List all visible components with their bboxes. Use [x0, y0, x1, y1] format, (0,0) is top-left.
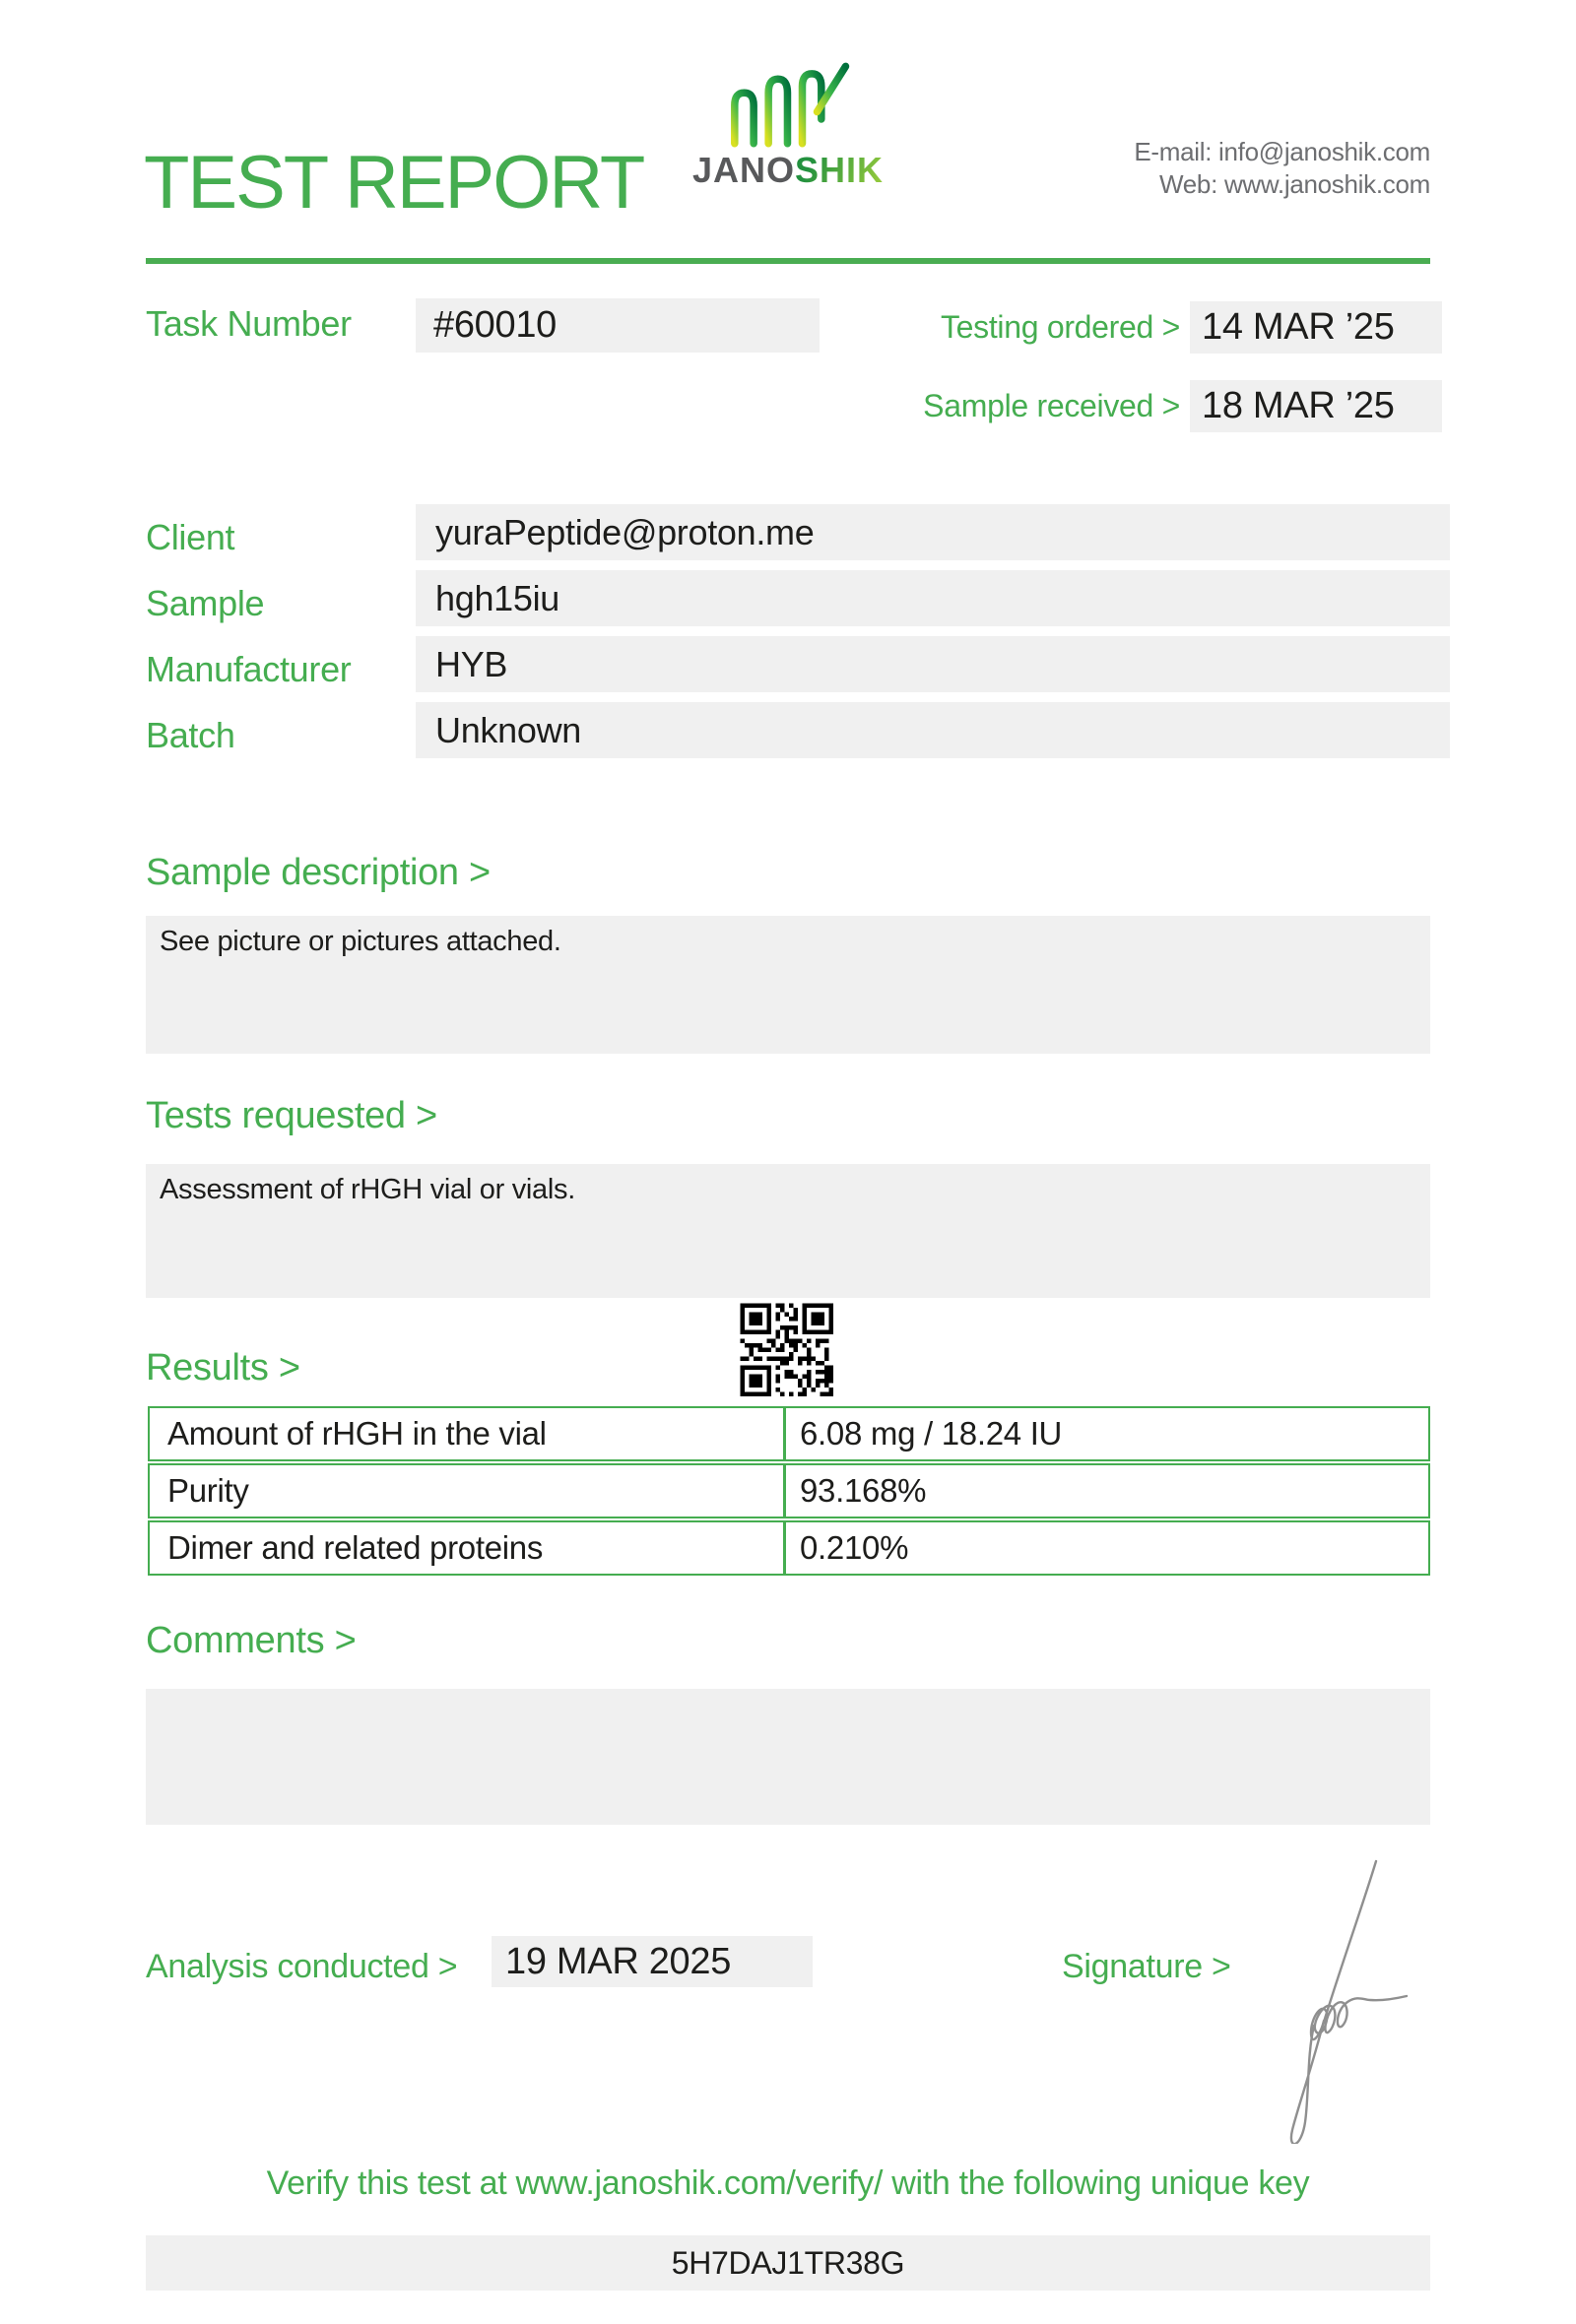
task-number-value: #60010 [416, 298, 820, 353]
analysis-conducted-label: Analysis conducted > [146, 1948, 458, 1985]
result-row [148, 1463, 1430, 1518]
contact-web: Web: www.janoshik.com [1159, 169, 1430, 199]
testing-ordered-label: Testing ordered > [940, 309, 1180, 345]
sample-value: hgh15iu [416, 570, 1450, 626]
result-value: 93.168% [800, 1472, 927, 1509]
analysis-date: 19 MAR 2025 [492, 1936, 813, 1987]
manufacturer-value: HYB [416, 636, 1450, 692]
verify-text: Verify this test at www.janoshik.com/verify/ with the following unique key [266, 2164, 1310, 2202]
result-row [148, 1406, 1430, 1461]
batch-label: Batch [146, 715, 235, 755]
growth-chart-icon [680, 61, 896, 148]
result-name: Purity [150, 1465, 786, 1517]
result-name: Amount of rHGH in the vial [150, 1408, 786, 1459]
header-rule [146, 258, 1430, 264]
logo-text-jano: JANO [691, 150, 795, 190]
tests-requested-box [146, 1164, 1430, 1298]
signature-image [1266, 1853, 1448, 2149]
qr-code [739, 1302, 835, 1403]
batch-value: Unknown [416, 702, 1450, 758]
logo-text [680, 150, 896, 191]
logo-text-shik: SHIK [795, 150, 885, 190]
sample-description-text: See picture or pictures attached. [160, 926, 561, 957]
client-label: Client [146, 517, 235, 557]
sample-received-label: Sample received > [923, 388, 1180, 423]
result-row [148, 1520, 1430, 1576]
page-title: TEST REPORT [144, 141, 644, 225]
manufacturer-label: Manufacturer [146, 649, 352, 689]
sample-received-value: 18 MAR ’25 [1190, 380, 1442, 432]
sample-description-box [146, 916, 1430, 1054]
signature-label: Signature > [1062, 1948, 1231, 1985]
results-table [148, 1406, 1430, 1578]
result-value: 6.08 mg / 18.24 IU [800, 1415, 1063, 1452]
client-value: yuraPeptide@proton.me [416, 504, 1450, 560]
result-name: Dimer and related proteins [150, 1522, 786, 1574]
sample-label: Sample [146, 583, 265, 623]
comments-heading: Comments > [146, 1620, 357, 1661]
verify-key: 5H7DAJ1TR38G [146, 2235, 1430, 2291]
result-value: 0.210% [800, 1529, 909, 1566]
comments-box [146, 1689, 1430, 1825]
sample-description-heading: Sample description > [146, 852, 491, 893]
testing-ordered-value: 14 MAR ’25 [1190, 301, 1442, 354]
task-number-label: Task Number [146, 303, 352, 344]
contact-block [1134, 136, 1430, 201]
logo [680, 61, 896, 191]
tests-requested-text: Assessment of rHGH vial or vials. [160, 1174, 575, 1205]
contact-email: E-mail: info@janoshik.com [1134, 137, 1430, 166]
results-heading: Results > [146, 1347, 300, 1388]
tests-requested-heading: Tests requested > [146, 1095, 437, 1136]
